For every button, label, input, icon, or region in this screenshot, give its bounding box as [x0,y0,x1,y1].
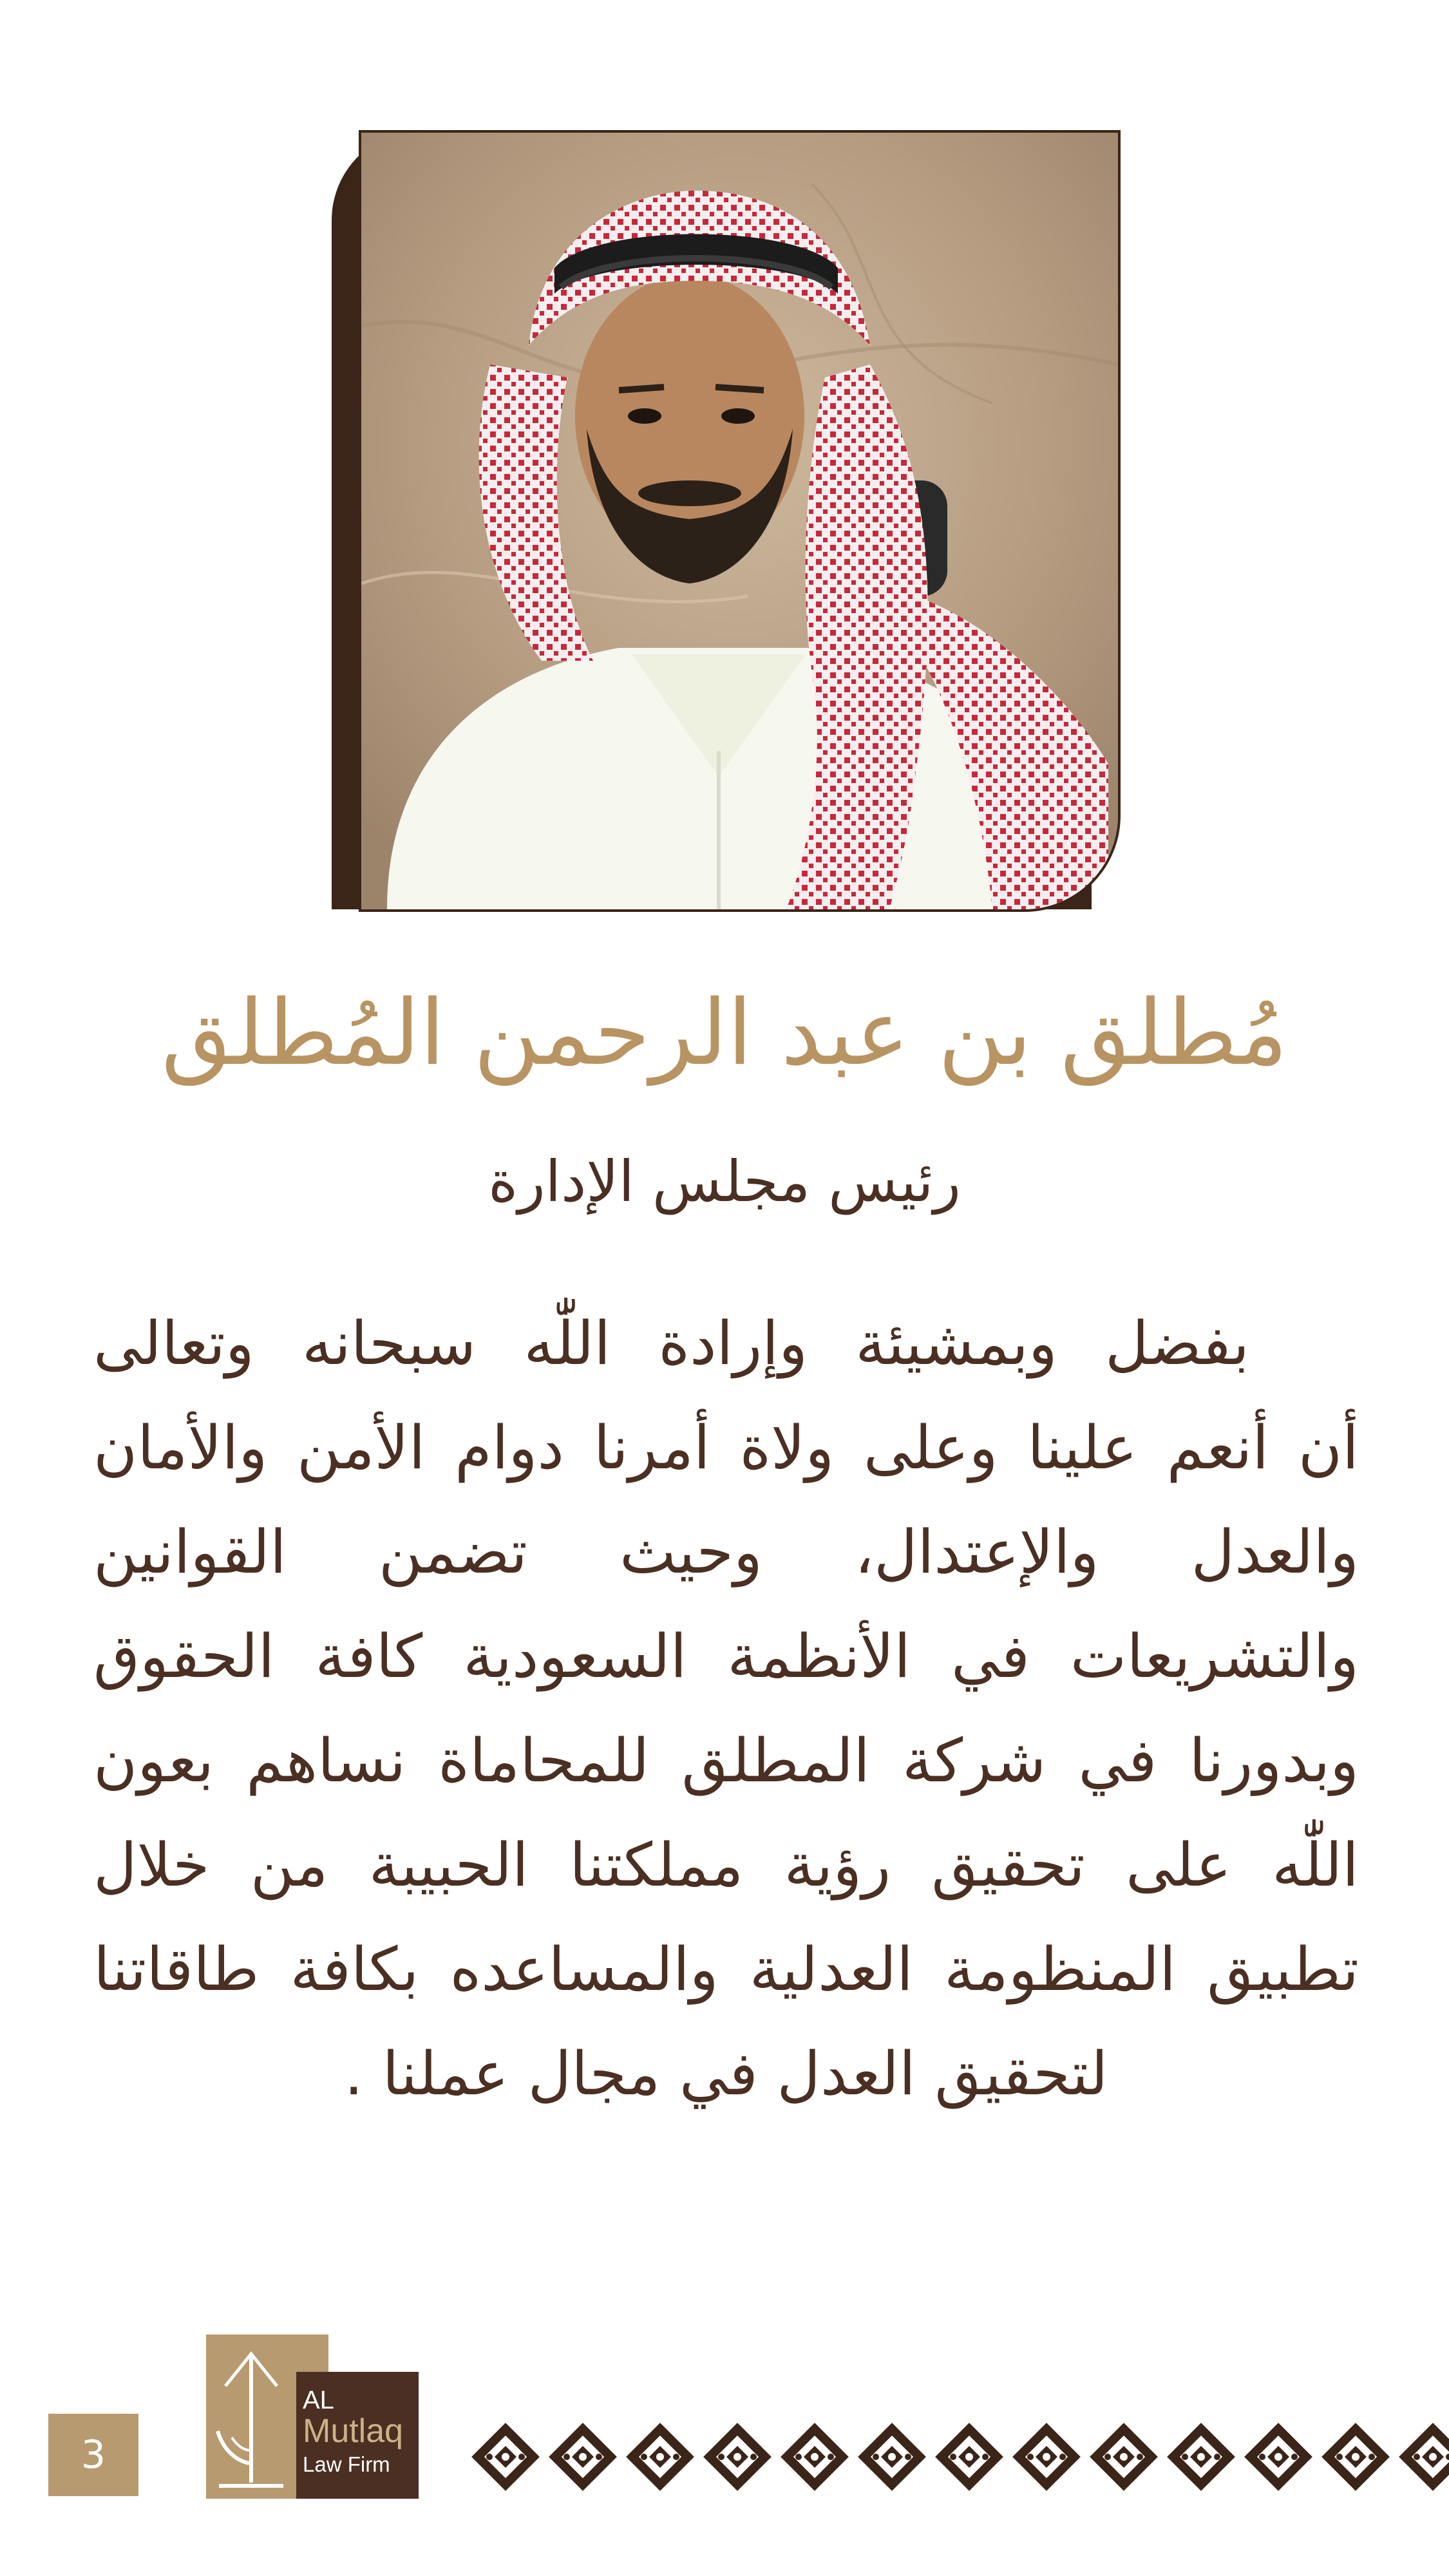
body-paragraph [93,1291,1359,2126]
logo-al: AL [303,2386,334,2414]
body-line: بفضل وبمشيئة وإرادة اللّٰه سبحانه وتعالى [93,1309,1249,1378]
body-line: والتشريعات في الأنظمة السعودية كافة الحقوق [93,1622,1359,1691]
ornament-icon [470,2412,1449,2502]
logo-subtitle: Law Firm [303,2452,390,2476]
logo-name: Mutlaq [303,2412,404,2450]
body-line: تطبيق المنظومة العدلية والمساعده بكافة طاقاتنا [93,1935,1359,2004]
body-line: وبدورنا في شركة المطلق للمحاماة نساهم بعون [93,1726,1359,1795]
body-line: أن أنعم علينا وعلى ولاة أمرنا دوام الأمن والأمان [93,1413,1359,1482]
body-line: اللّٰه على تحقيق رؤية مملكتنا الحبيبة من خلال [93,1830,1359,1900]
body-line: والعدل والإعتدال، وحيث تضمن القوانين [93,1517,1359,1587]
person-name: مُطلق بن عبد الرحمن المُطلق [161,981,1288,1086]
portrait-frame [332,130,1117,909]
page-number: 3 [48,2414,138,2496]
firm-logo [206,2334,419,2499]
body-line: لتحقيق العدل في مجال عملنا . [344,2039,1108,2108]
portrait-illustration [361,133,1118,909]
person-title: رئيس مجلس الإدارة [488,1148,961,1215]
portrait-photo [359,130,1121,912]
greek-key-ornament [470,2412,1449,2502]
